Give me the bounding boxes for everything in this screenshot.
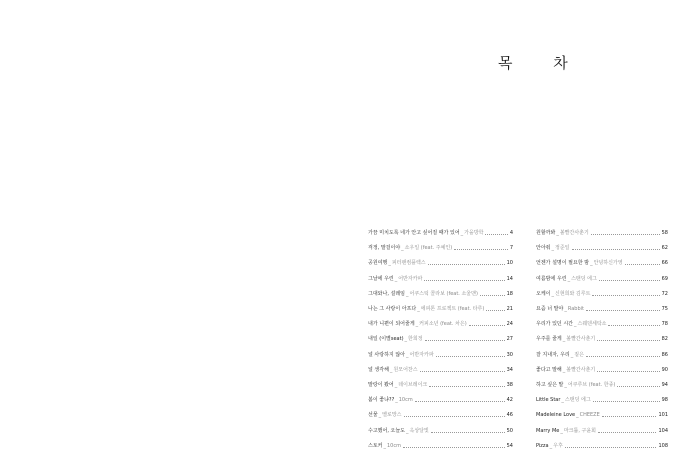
toc-entry-separator: _ xyxy=(576,412,579,419)
toc-entry-page-number: 78 xyxy=(661,321,668,328)
toc-entry-title: 내가 니편이 되어줄게 xyxy=(368,321,415,328)
toc-entry xyxy=(368,302,513,317)
toc-entry-artist: 커피소년 (feat. 차은) xyxy=(419,321,467,328)
toc-entry-artist: 스웨덴세탁소 xyxy=(577,321,607,328)
toc-entry xyxy=(368,423,513,438)
toc-entry-page-number: 72 xyxy=(661,290,668,297)
toc-entry-page-number: 50 xyxy=(506,427,513,434)
toc-entry xyxy=(368,348,513,363)
toc-entry xyxy=(536,332,668,347)
toc-entry-separator: _ xyxy=(551,245,554,252)
toc-entry-artist: 어쿠스틱 콜라보 (feat. 소울맨) xyxy=(409,290,478,297)
toc-leader-dots xyxy=(425,340,505,341)
toc-entry-page-number: 18 xyxy=(506,290,513,297)
toc-leader-dots xyxy=(602,416,657,417)
toc-entry-page-number: 38 xyxy=(506,381,513,388)
toc-leader-dots xyxy=(454,249,508,250)
toc-entry-artist: 스탠딩 에그 xyxy=(571,275,597,282)
toc-entry-artist: 한희정 xyxy=(408,336,423,343)
toc-entry-page-number: 7 xyxy=(509,245,513,252)
toc-leader-dots xyxy=(586,356,660,357)
toc-entry-separator: _ xyxy=(564,306,567,313)
toc-entry-artist: 스탠딩 에그 xyxy=(564,397,591,404)
toc-entry xyxy=(368,241,513,256)
toc-entry-separator: _ xyxy=(389,366,393,373)
toc-entry xyxy=(536,439,668,454)
toc-entry-separator: _ xyxy=(401,245,404,252)
toc-entry xyxy=(536,256,668,271)
toc-entry-page-number: 46 xyxy=(506,412,513,419)
toc-leader-dots xyxy=(572,249,660,250)
toc-entry-title: 나는 그 사랑이 아프다 xyxy=(368,306,417,313)
toc-leader-dots xyxy=(625,264,660,265)
toc-entry-title: 원할까봐 xyxy=(536,230,556,237)
toc-entry-artist: 우후 xyxy=(553,442,563,449)
toc-entry-title: 말랑이 봤어 xyxy=(368,381,394,388)
toc-entry-artist: 옥상달빛 xyxy=(409,427,429,434)
toc-entry-artist: 볼빨간사춘기 xyxy=(566,336,596,343)
toc-entry-title: 오케이 xyxy=(536,290,551,297)
toc-leader-dots xyxy=(429,386,504,387)
toc-entry-separator: _ xyxy=(395,397,398,404)
toc-entry-page-number: 34 xyxy=(506,366,513,373)
toc-entry-separator: _ xyxy=(590,260,593,267)
toc-leader-dots xyxy=(469,325,505,326)
toc-entry-artist: Rabbit xyxy=(567,306,584,313)
toc-leader-dots xyxy=(428,264,505,265)
toc-entry-page-number: 14 xyxy=(506,275,513,282)
toc-leader-dots xyxy=(403,447,505,448)
toc-entry-page-number: 66 xyxy=(661,260,668,267)
toc-entry-page-number: 21 xyxy=(506,306,513,313)
toc-entry-separator: _ xyxy=(560,427,563,434)
toc-entry xyxy=(536,423,668,438)
toc-entry-artist: 멜로망스 xyxy=(382,412,402,419)
page-title: 목 차 xyxy=(498,54,586,72)
toc-entry-page-number: 86 xyxy=(661,351,668,358)
toc-entry-separator: _ xyxy=(406,290,409,297)
toc-entry-title: 잘 지내자, 우리 xyxy=(536,351,570,358)
toc-leader-dots xyxy=(436,356,505,357)
toc-entry-title: 봄이 좋냐?? xyxy=(368,397,395,404)
toc-entry-page-number: 101 xyxy=(658,412,668,419)
toc-entry-title: 걱정, 말걸이야 xyxy=(368,245,401,252)
toc-entry-title: 그대와나, 설레임 xyxy=(368,290,405,297)
toc-entry-artist: 데이브레이크 xyxy=(398,381,428,388)
toc-entry-page-number: 27 xyxy=(506,336,513,343)
toc-entry xyxy=(536,408,668,423)
toc-entry xyxy=(536,378,668,393)
toc-entry-page-number: 69 xyxy=(661,275,668,282)
toc-leader-dots xyxy=(565,447,657,448)
toc-entry-page-number: 54 xyxy=(506,442,513,449)
toc-entry-artist: CHEEZE xyxy=(579,412,600,419)
toc-entry-separator: _ xyxy=(383,442,386,449)
toc-entry-separator: _ xyxy=(394,381,398,388)
toc-entry-separator: _ xyxy=(562,336,566,343)
toc-entry-page-number: 24 xyxy=(506,321,513,328)
toc-entry xyxy=(536,226,668,241)
toc-entry-title: 하고 싶은 말 xyxy=(536,381,564,388)
toc-entry-artist: 소우일 (feat. 주예인) xyxy=(404,245,453,252)
toc-entry xyxy=(536,393,668,408)
toc-leader-dots xyxy=(404,416,505,417)
toc-entry-separator: _ xyxy=(561,397,564,404)
toc-entry-page-number: 104 xyxy=(658,427,668,434)
toc-entry xyxy=(368,378,513,393)
toc-leader-dots xyxy=(415,401,505,402)
toc-leader-dots xyxy=(598,432,656,433)
toc-entry-separator: _ xyxy=(404,336,408,343)
toc-entry-artist: 어반자카파 xyxy=(398,275,423,282)
toc-leader-dots xyxy=(593,401,660,402)
toc-entry xyxy=(368,393,513,408)
toc-entry xyxy=(368,332,513,347)
toc-entry-title: 우주를 줄게 xyxy=(536,336,562,343)
toc-leader-dots xyxy=(597,340,659,341)
toc-entry-artist: 10cm xyxy=(387,442,401,449)
toc-entry-title: 선물 xyxy=(368,412,378,419)
toc-leader-dots xyxy=(486,310,504,311)
toc-entry-artist: 어쿠루브 (feat. 한종) xyxy=(567,381,616,388)
toc-entry-title: 수고했어, 오늘도 xyxy=(368,427,405,434)
toc-entry-page-number: 58 xyxy=(661,230,668,237)
toc-entry-separator: _ xyxy=(415,321,419,328)
toc-entry-artist: 정준일 xyxy=(555,245,570,252)
toc-entry-separator: _ xyxy=(551,290,554,297)
toc-entry-title: 공원여행 xyxy=(368,260,388,267)
toc-leader-dots xyxy=(431,432,505,433)
toc-entry-title: 여름밤에 우린 xyxy=(536,275,567,282)
toc-entry-separator: _ xyxy=(549,442,553,449)
toc-entry xyxy=(368,439,513,454)
toc-entry xyxy=(536,302,668,317)
toc-entry-title: 그날에 우린 xyxy=(368,275,394,282)
toc-leader-dots xyxy=(608,325,659,326)
toc-entry-page-number: 90 xyxy=(661,366,668,373)
toc-entry-separator: _ xyxy=(574,321,577,328)
toc-entry-artist: 피터팬컴플렉스 xyxy=(391,260,426,267)
toc-leader-dots xyxy=(420,371,505,372)
toc-entry-title: 널 사랑하지 않아 xyxy=(368,351,405,358)
toc-leader-dots xyxy=(599,280,660,281)
toc-entry xyxy=(536,348,668,363)
toc-entry-separator: _ xyxy=(556,230,559,237)
toc-entry xyxy=(368,287,513,302)
toc-entry xyxy=(368,226,513,241)
toc-entry xyxy=(536,363,668,378)
toc-entry-artist: 마크툽, 구윤회 xyxy=(563,427,597,434)
toc-leader-dots xyxy=(617,386,659,387)
toc-leader-dots xyxy=(480,295,505,296)
toc-entry-page-number: 82 xyxy=(661,336,668,343)
toc-entry-artist: 어반자카파 xyxy=(409,351,434,358)
toc-entry-artist: 에피톤 프로젝트 (feat. 타루) xyxy=(420,306,485,313)
toc-entry-separator: _ xyxy=(417,306,420,313)
toc-entry-artist: 짙은 xyxy=(574,351,584,358)
toc-entry-page-number: 42 xyxy=(506,397,513,404)
toc-entry-page-number: 98 xyxy=(661,397,668,404)
toc-entry-artist: 원모어찬스 xyxy=(393,366,418,373)
toc-leader-dots xyxy=(597,371,659,372)
toc-entry-separator: _ xyxy=(570,351,574,358)
toc-leader-dots xyxy=(586,310,660,311)
toc-entry-title: 내일 (이별seat) xyxy=(368,336,404,343)
toc-entry-page-number: 75 xyxy=(661,306,668,313)
toc-entry-title: 안아줘 xyxy=(536,245,551,252)
toc-column-right xyxy=(536,226,668,454)
toc-entry-page-number: 30 xyxy=(506,351,513,358)
toc-entry-separator: _ xyxy=(406,351,409,358)
toc-entry-separator: _ xyxy=(406,427,409,434)
toc-entry-separator: _ xyxy=(562,366,566,373)
toc-entry-title: 요즘 너 말야 xyxy=(536,306,564,313)
toc-entry-title: 가끔 미치도록 네가 안고 싶어질 때가 있어 xyxy=(368,230,460,237)
toc-entry xyxy=(368,317,513,332)
toc-entry-title: Marry Me xyxy=(536,427,560,434)
toc-entry xyxy=(368,363,513,378)
toc-entry-title: Little Star xyxy=(536,397,561,404)
toc-entry-separator: _ xyxy=(564,381,567,388)
toc-entry-page-number: 4 xyxy=(509,230,513,237)
toc-entry-artist: 10cm xyxy=(398,397,413,404)
toc-entry-page-number: 108 xyxy=(658,442,668,449)
toc-entry-title: 언젠가 설명이 필요한 밤 xyxy=(536,260,590,267)
toc-leader-dots xyxy=(485,234,507,235)
toc-entry xyxy=(368,408,513,423)
toc-entry-artist: 볼빨간사춘기 xyxy=(559,230,589,237)
toc-entry-title: Pizza xyxy=(536,442,549,449)
toc-entry-separator: _ xyxy=(460,230,464,237)
toc-entry-separator: _ xyxy=(567,275,571,282)
toc-entry xyxy=(368,272,513,287)
toc-leader-dots xyxy=(424,280,504,281)
toc-entry-title: Madeleine Love xyxy=(536,412,576,419)
toc-entry-separator: _ xyxy=(378,412,382,419)
toc-leader-dots xyxy=(592,295,659,296)
toc-entry-title: 널 생각해 xyxy=(368,366,389,373)
toc-entry xyxy=(536,241,668,256)
toc-entry-title: 우리가 있던 시간 xyxy=(536,321,573,328)
toc-entry-separator: _ xyxy=(388,260,391,267)
toc-column-left xyxy=(368,226,513,454)
toc-entry xyxy=(368,256,513,271)
toc-entry-page-number: 94 xyxy=(661,381,668,388)
toc-entry-page-number: 10 xyxy=(506,260,513,267)
toc-leader-dots xyxy=(591,234,660,235)
toc-entry-page-number: 62 xyxy=(661,245,668,252)
toc-entry-separator: _ xyxy=(394,275,398,282)
toc-entry-title: 좋다고 말해 xyxy=(536,366,562,373)
toc-entry xyxy=(536,272,668,287)
toc-entry-title: 스토커 xyxy=(368,442,383,449)
toc-entry xyxy=(536,317,668,332)
toc-entry-artist: 가을방학 xyxy=(464,230,484,237)
toc-entry-artist: 볼빨간사춘기 xyxy=(566,366,596,373)
toc-entry xyxy=(536,287,668,302)
toc-entry-artist: 안녕하신가영 xyxy=(593,260,623,267)
toc-entry-artist: 신현희와 김루트 xyxy=(555,290,591,297)
